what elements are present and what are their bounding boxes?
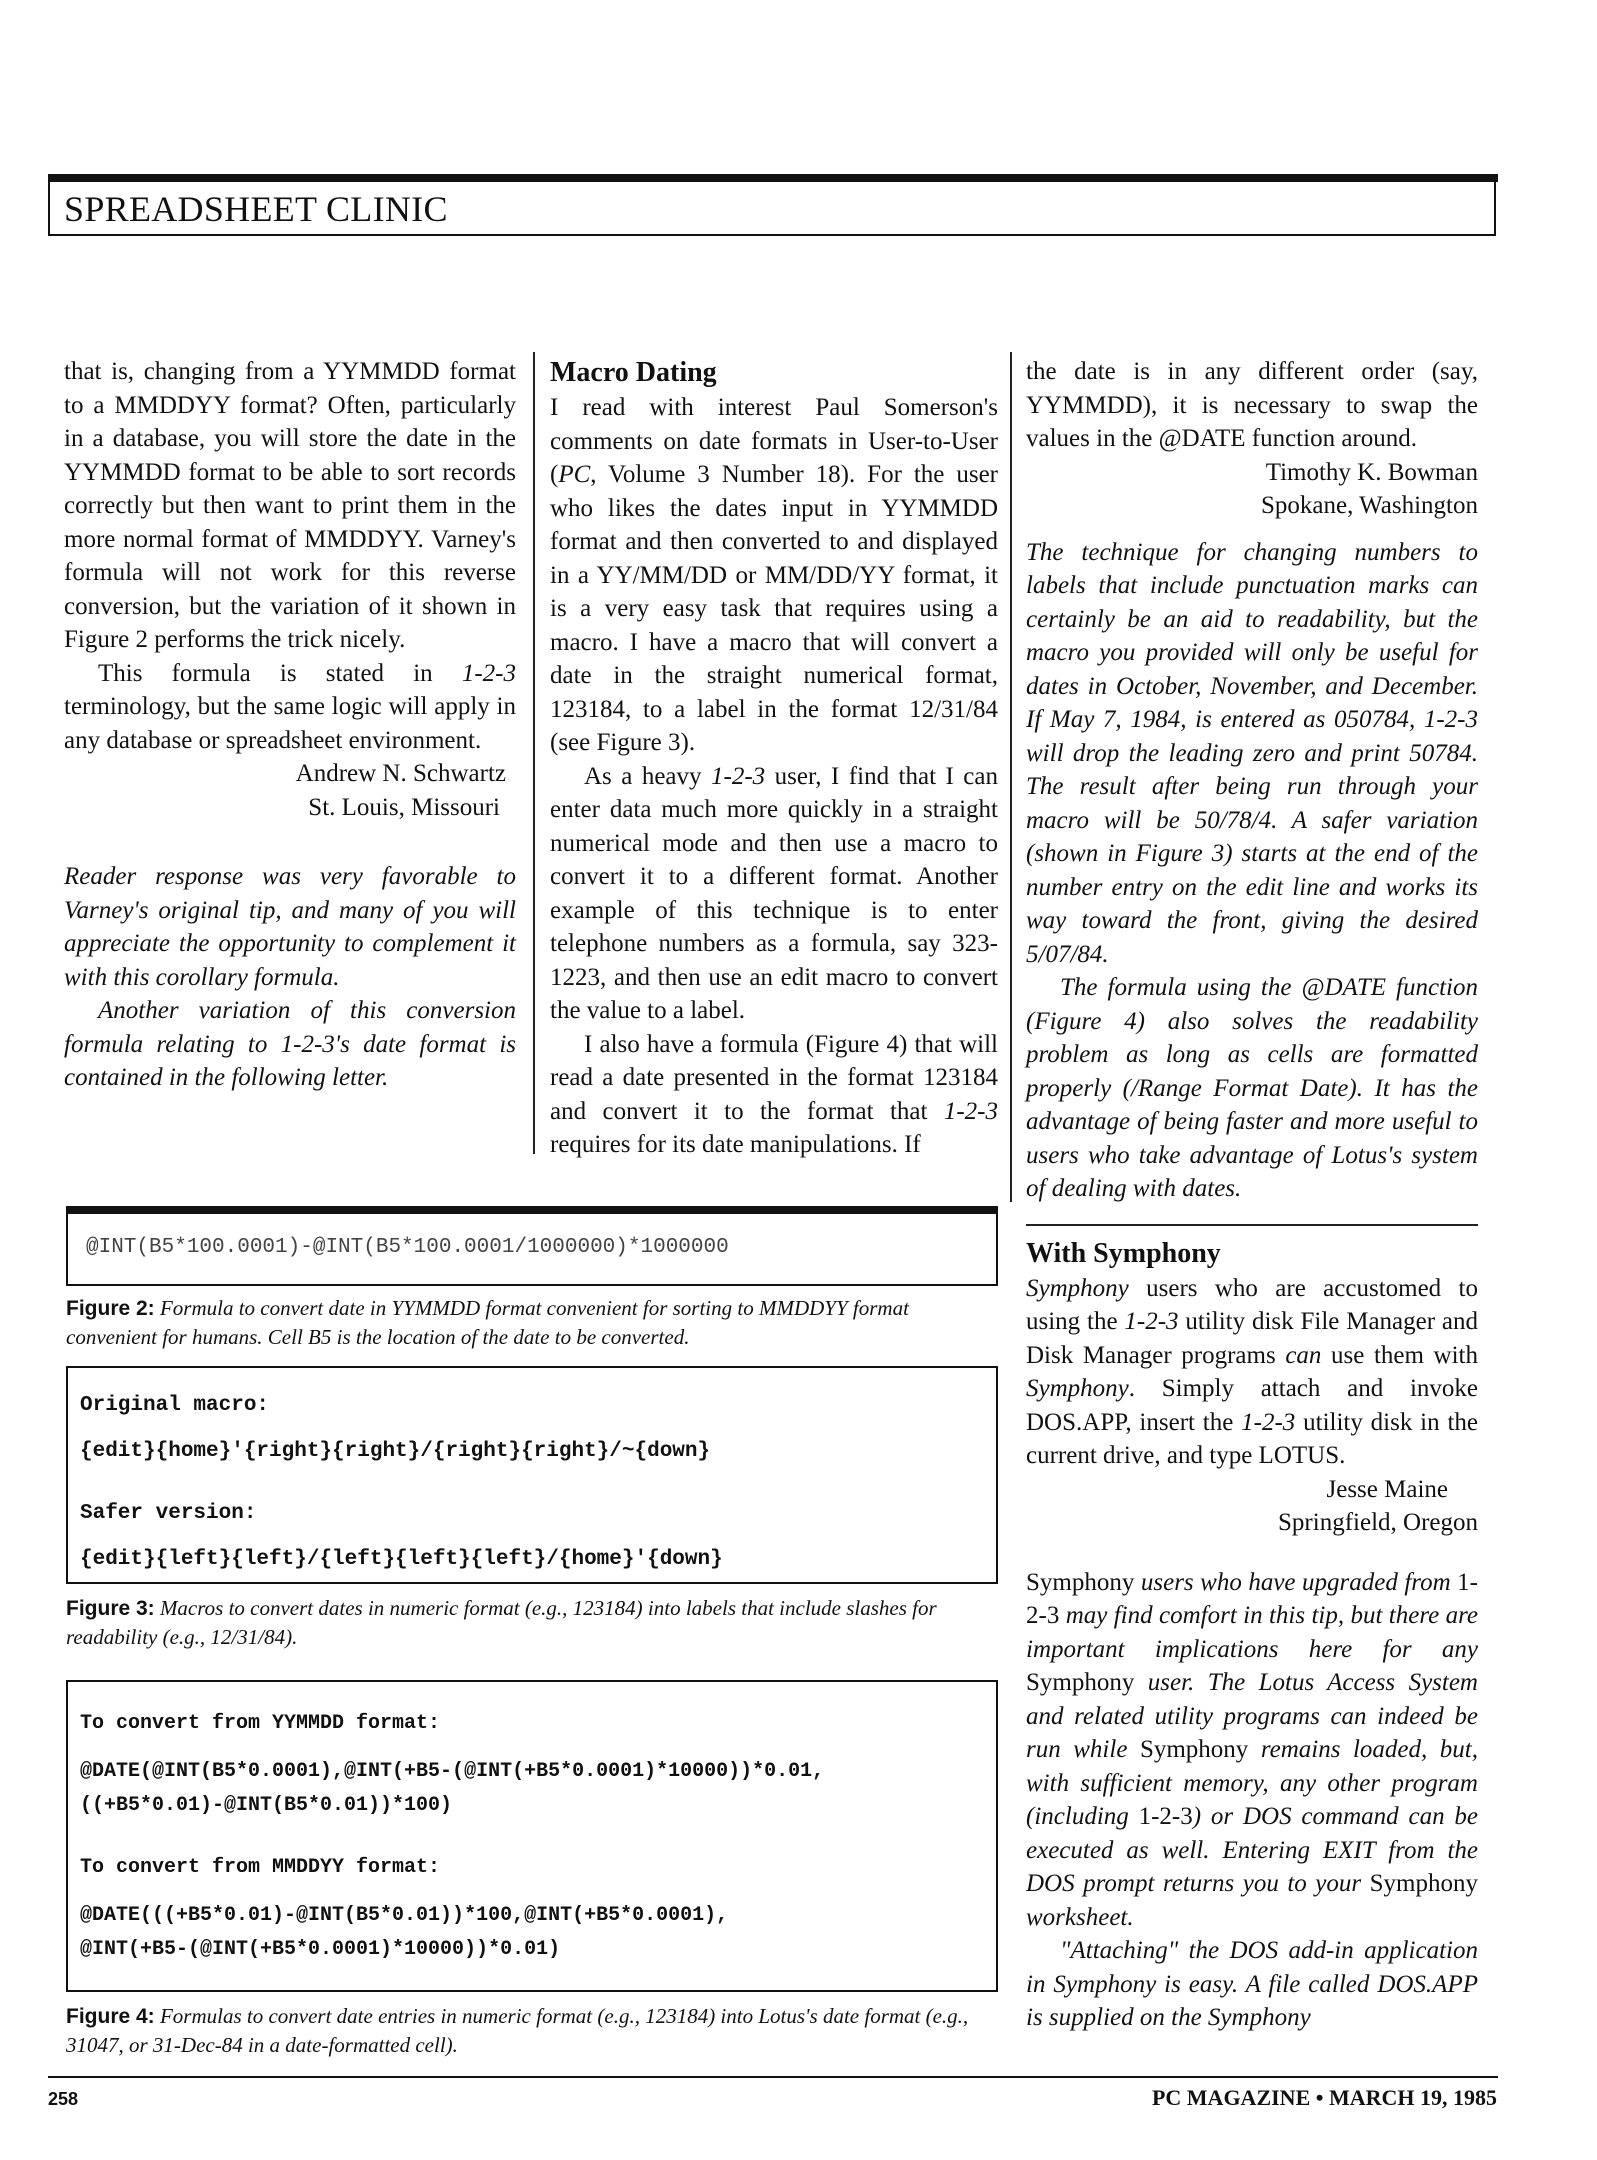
macro-dating-heading: Macro Dating	[550, 357, 717, 388]
figure-4-box	[66, 1680, 998, 1992]
col1-signature-place: St. Louis, Missouri	[308, 793, 500, 821]
section-header	[48, 182, 1496, 236]
figure-2-top-rule	[66, 1206, 998, 1214]
header-top-rule	[48, 174, 1498, 182]
section-title: SPREADSHEET CLINIC	[64, 189, 448, 229]
col3-signature-1-name: Timothy K. Bowman	[1265, 458, 1478, 486]
figure-4-label: Figure 4:	[66, 2005, 155, 2028]
col3-editor-note-4: "Attaching" the DOS add-in application in Symphony is easy. A file called DOS.APP is supplied on the Symphony	[1026, 1937, 1478, 2031]
col1-para1: that is, changing from a YYMMDD format to a MMDDYY format? Often, particularly in a database, you will store the date in the YYMMDD format to be able to sort records correctly but then want to print them in the more normal format of MMDDYY. Varney's formula will not work for this reverse conversion, but the variation of it shown in Figure 2 performs the trick nicely.	[64, 358, 516, 653]
figure-2-code: @INT(B5*100.0001)-@INT(B5*100.0001/1000000)*1000000	[86, 1236, 729, 1259]
column-2	[550, 355, 998, 1162]
col1-editor-note-1: Reader response was very favorable to Varney's original tip, and many of you will appreciate the opportunity to complement it with this corollary formula.	[64, 863, 516, 991]
figure-2-caption: Figure 2: Formula to convert date in YYMMDD format convenient for sorting to MMDDYY format convenient for humans. Cell B5 is the location of the date to be converted.	[66, 1296, 909, 1349]
figure-3-original-macro: {edit}{home}'{right}{right}/{right}{right}/~{down}	[80, 1440, 711, 1463]
col3-editor-note-2: The formula using the @DATE function (Figure 4) also solves the readability problem as long as cells are formatted properly (/Range Format Date). It has the advantage of being faster and more useful to users who take advantage of Lotus's system of dealing with dates.	[1026, 974, 1478, 1202]
column-rule-1	[533, 352, 535, 1154]
figure-3-safer-label: Safer version:	[80, 1502, 257, 1525]
footer-rule	[48, 2076, 1498, 2078]
figure-3-original-label: Original macro:	[80, 1394, 270, 1417]
col1-editor-note-2: Another variation of this conversion formula relating to 1-2-3's date format is contained in the following letter.	[64, 997, 516, 1091]
figure-3-label: Figure 3:	[66, 1597, 155, 1620]
figure-3-caption: Figure 3: Macros to convert dates in numeric format (e.g., 123184) into labels that include slashes for readability (e.g., 12/31/84).	[66, 1596, 937, 1649]
col1-para2: This formula is stated in 1-2-3 terminology, but the same logic will apply in any database or spreadsheet environment.	[64, 659, 516, 754]
col2-para3: I also have a formula (Figure 4) that will read a date presented in the format 123184 and convert it to the format that 1-2-3 requires for its date manipulations. If	[550, 1030, 998, 1158]
figure-2-label: Figure 2:	[66, 1297, 155, 1320]
col2-para2: As a heavy 1-2-3 user, I find that I can enter data much more quickly in a straight numerical mode and then use a macro to convert it to a different format. Another example of this technique is to enter telephone numbers as a formula, say 323-1223, and then use an edit macro to convert the value to a label.	[550, 762, 998, 1024]
col3-para2: Symphony users who are accustomed to using the 1-2-3 utility disk File Manager and Disk Manager programs can use them with Symphony. Simply attach and invoke DOS.APP, insert the 1-2-3 utility disk in the current drive, and type LOTUS.	[1026, 1274, 1479, 1469]
column-1	[64, 355, 516, 1095]
figure-3-safer-macro: {edit}{left}{left}/{left}{left}{left}/{home}'{down}	[80, 1548, 723, 1571]
page-number: 258	[48, 2089, 79, 2109]
column-rule-2	[1010, 352, 1012, 1202]
col3-signature-2-name: Jesse Maine	[1326, 1475, 1448, 1503]
col2-para1: I read with interest Paul Somerson's comments on date formats in User-to-User (PC, Volume 3 Number 18). For the user who likes the dates input in YYMMDD format and then converted to and displayed in a YY/MM/DD or MM/DD/YY format, it is a very easy task that requires using a macro. I have a macro that will convert a date in the straight numerical format, 123184, to a label in the format 12/31/84 (see Figure 3).	[550, 394, 998, 756]
col3-editor-note-1: The technique for changing numbers to labels that include punctuation marks can certainly be an aid to readability, but the macro you provided will only be useful for dates in October, November, and December. If May 7, 1984, is entered as 050784, 1-2-3 will drop the leading zero and print 50784. The result after being run through your macro will be 50/78/4. A safer variation (shown in Figure 3) starts at the end of the number entry on the edit line and works its way toward the front, giving the desired 5/07/84.	[1026, 538, 1478, 968]
figure-4-caption: Figure 4: Formulas to convert date entries in numeric format (e.g., 123184) into Lotus's date format (e.g., 31047, or 31-Dec-84 in a date-formatted cell).	[66, 2004, 969, 2057]
figure-3-box	[66, 1366, 998, 1584]
symphony-divider	[1026, 1224, 1478, 1226]
col3-para1: the date is in any different order (say, YYMMDD), it is necessary to swap the values in the @DATE function around.	[1026, 358, 1478, 452]
figure-4-line-5: @DATE(((+B5*0.01)-@INT(B5*0.01))*100,@INT(+B5*0.0001),	[80, 1904, 729, 1927]
figure-4-line-6: @INT(+B5-(@INT(+B5*0.0001)*10000))*0.01)	[80, 1938, 561, 1961]
col3-editor-note-3: Symphony users who have upgraded from 1-2-3 may find comfort in this tip, but there are important implications here for any Symphony user. The Lotus Access System and related utility programs can indeed be run while Symphony remains loaded, but, with sufficient memory, any other program (including 1-2-3) or DOS command can be executed as well. Entering EXIT from the DOS prompt returns you to your Symphony worksheet.	[1026, 1568, 1479, 1931]
figure-4-line-4: To convert from MMDDYY format:	[80, 1856, 441, 1879]
figure-2-box	[66, 1214, 998, 1286]
with-symphony-heading: With Symphony	[1026, 1237, 1221, 1269]
figure-4-line-1: To convert from YYMMDD format:	[80, 1712, 441, 1735]
col3-signature-1-place: Spokane, Washington	[1261, 492, 1478, 519]
col3-signature-2-place: Springfield, Oregon	[1278, 1509, 1478, 1536]
figure-4-line-2: @DATE(@INT(B5*0.0001),@INT(+B5-(@INT(+B5*0.0001)*10000))*0.01,	[80, 1760, 825, 1783]
column-3	[1026, 355, 1478, 2035]
publication-line: PC MAGAZINE • MARCH 19, 1985	[1151, 2085, 1497, 2110]
figure-4-line-3: ((+B5*0.01)-@INT(B5*0.01))*100)	[80, 1794, 453, 1817]
col1-signature-name: Andrew N. Schwartz	[295, 760, 506, 787]
